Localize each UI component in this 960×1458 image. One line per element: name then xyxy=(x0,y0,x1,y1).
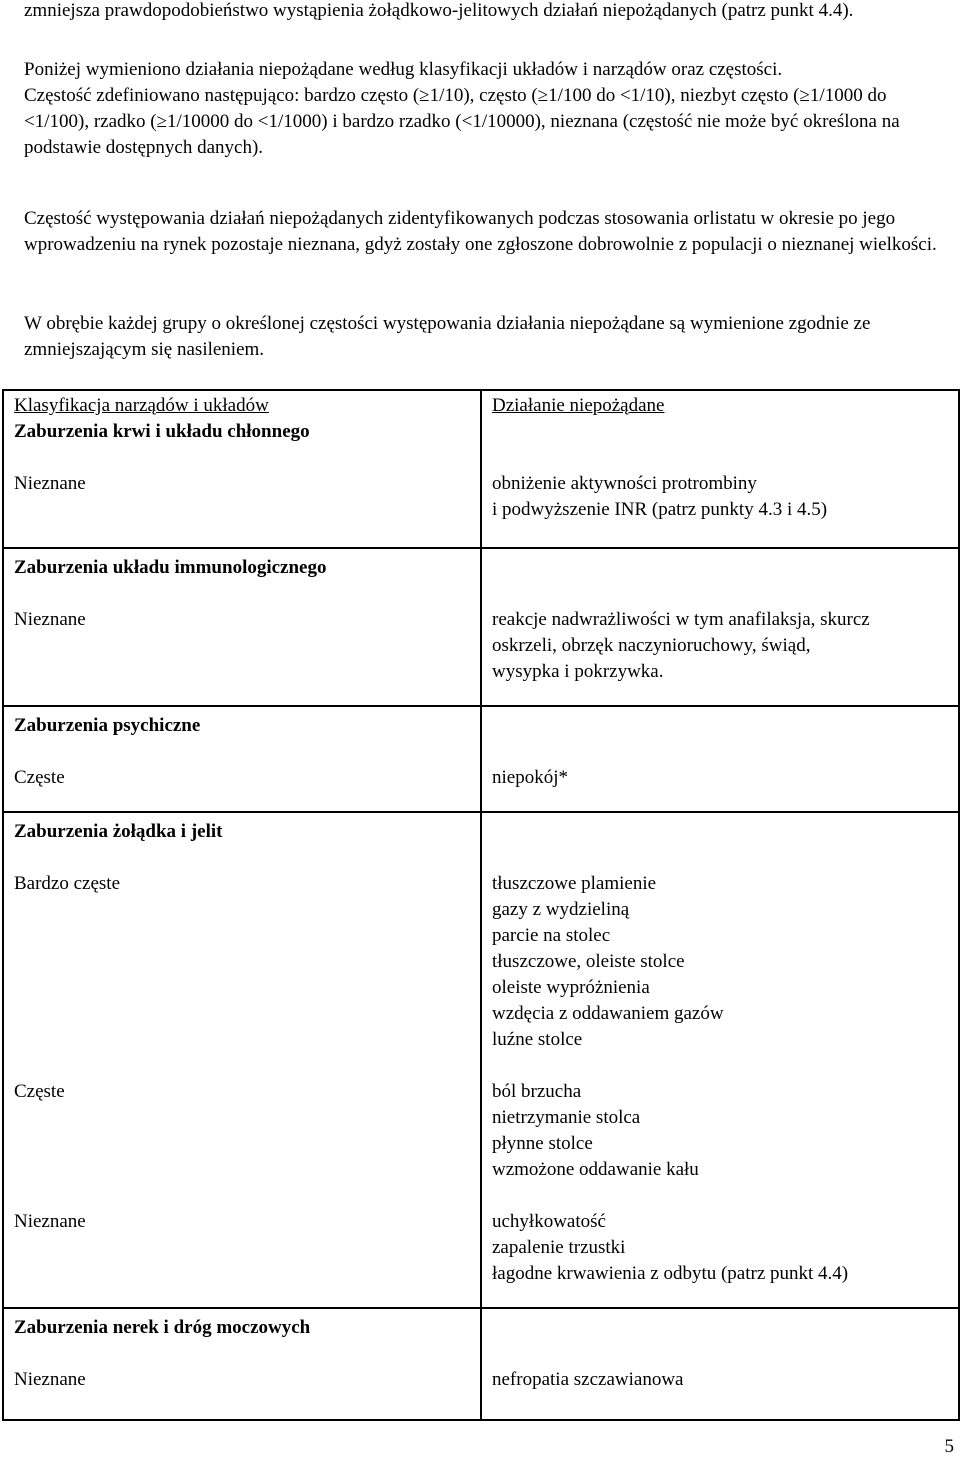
frequency-label: Nieznane xyxy=(14,609,86,630)
table-cell-right xyxy=(481,1308,959,1420)
effect-item: reakcje nadwrażliwości w tym anafilaksja, skurcz xyxy=(492,609,870,630)
paragraph-postmarketing-frequency: Częstość występowania działań niepożądanych zidentyfikowanych podczas stosowania orlistatu w okresie po jego wprowadzeniu na rynek pozostaje nieznana, gdyż zostały one zgłoszone dobrowolnie z populacji o nieznanej wielkości. xyxy=(24,208,937,255)
section-title: Zaburzenia krwi i układu chłonnego xyxy=(14,421,310,442)
table-cell-left xyxy=(3,812,481,1308)
frequency-label: Częste xyxy=(14,1081,65,1102)
table-cell-right xyxy=(481,548,959,706)
table-header-adverse-effect: Działanie niepożądane xyxy=(492,395,665,416)
section-title: Zaburzenia żołądka i jelit xyxy=(14,821,223,842)
section-title: Zaburzenia nerek i dróg moczowych xyxy=(14,1317,311,1338)
table-row-section-blood xyxy=(3,390,959,548)
frequency-label: Nieznane xyxy=(14,1211,86,1232)
table-row-section-psychiatric xyxy=(3,706,959,812)
section-title: Zaburzenia psychiczne xyxy=(14,715,201,736)
effect-item: wzdęcia z oddawaniem gazów xyxy=(492,1003,724,1024)
effect-item: i podwyższenie INR (patrz punkty 4.3 i 4.5) xyxy=(492,499,828,520)
table-cell-right xyxy=(481,706,959,812)
effect-item: oskrzeli, obrzęk naczynioruchowy, świąd, xyxy=(492,635,811,656)
table-row-section-immune xyxy=(3,548,959,706)
effect-item: tłuszczowe plamienie xyxy=(492,873,657,894)
table-cell-left xyxy=(3,706,481,812)
effect-item: niepokój* xyxy=(492,767,568,788)
effect-item: wysypka i pokrzywka. xyxy=(492,661,664,682)
page-number: 5 xyxy=(944,1436,954,1457)
paragraph-classification-intro: Poniżej wymieniono działania niepożądane według klasyfikacji układów i narządów oraz częstości. xyxy=(24,59,783,80)
table-cell-left xyxy=(3,548,481,706)
paragraph-intro-continuation: zmniejsza prawdopodobieństwo wystąpienia żołądkowo-jelitowych działań niepożądanych (patrz punkt 4.4). xyxy=(24,0,854,21)
effect-item: ból brzucha xyxy=(492,1081,582,1102)
effect-item: wzmożone oddawanie kału xyxy=(492,1159,699,1180)
effect-item: obniżenie aktywności protrombiny xyxy=(492,473,757,494)
effect-item: oleiste wypróżnienia xyxy=(492,977,650,998)
effect-item: tłuszczowe, oleiste stolce xyxy=(492,951,685,972)
effect-item: parcie na stolec xyxy=(492,925,611,946)
effect-item: luźne stolce xyxy=(492,1029,583,1050)
table-row-section-renal xyxy=(3,1308,959,1420)
table-cell-right xyxy=(481,390,959,548)
table-cell-left xyxy=(3,1308,481,1420)
table-header-classification: Klasyfikacja narządów i układów xyxy=(14,395,269,416)
effect-item: gazy z wydzieliną xyxy=(492,899,630,920)
paragraph-severity-order: W obrębie każdej grupy o określonej częstości występowania działania niepożądane są wymienione zgodnie ze zmniejszającym się nasileniem. xyxy=(24,313,871,360)
frequency-label: Nieznane xyxy=(14,473,86,494)
adverse-effects-table xyxy=(2,389,960,1421)
frequency-label: Bardzo częste xyxy=(14,873,121,894)
effect-item: uchyłkowatość xyxy=(492,1211,606,1232)
frequency-label: Częste xyxy=(14,767,65,788)
effect-item: zapalenie trzustki xyxy=(492,1237,626,1258)
table-cell-left xyxy=(3,390,481,548)
table-row-section-gastrointestinal xyxy=(3,812,959,1308)
effect-item: nefropatia szczawianowa xyxy=(492,1369,684,1390)
effect-item: nietrzymanie stolca xyxy=(492,1107,641,1128)
effect-item: łagodne krwawienia z odbytu (patrz punkt 4.4) xyxy=(492,1263,849,1284)
section-title: Zaburzenia układu immunologicznego xyxy=(14,557,327,578)
effect-item: płynne stolce xyxy=(492,1133,593,1154)
paragraph-frequency-definition: Częstość zdefiniowano następująco: bardzo często (≥1/10), często (≥1/100 do <1/10), niezbyt często (≥1/1000 do <1/100), rzadko (≥1/10000 do <1/1000) i bardzo rzadko (<1/10000), nieznana (częstość nie może być określona na podstawie dostępnych danych). xyxy=(24,85,900,158)
table-cell-right xyxy=(481,812,959,1308)
frequency-label: Nieznane xyxy=(14,1369,86,1390)
